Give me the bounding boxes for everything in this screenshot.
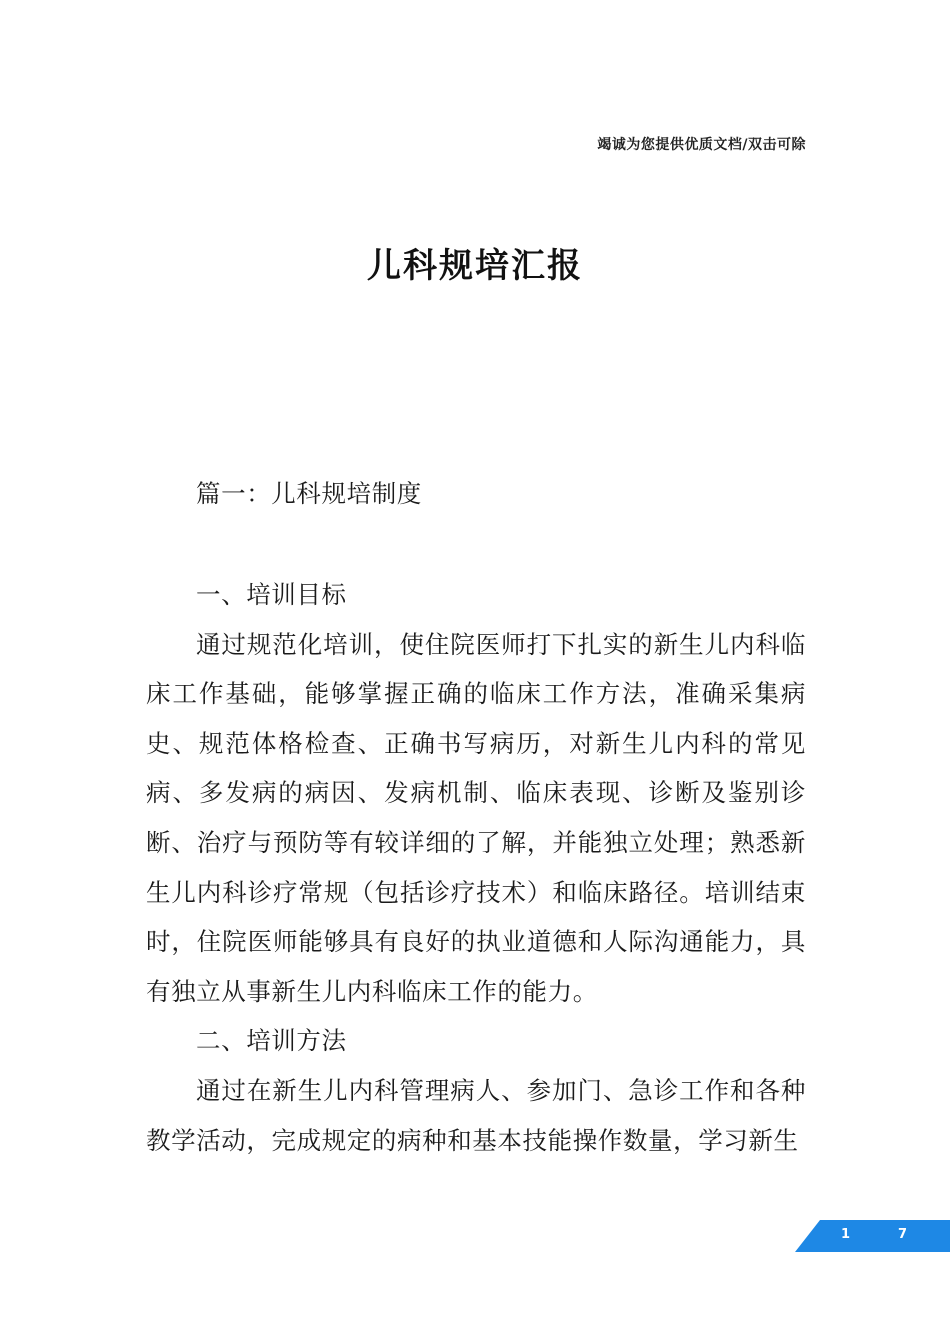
page-total: 7 [898, 1227, 908, 1242]
header-note: 竭诚为您提供优质文档/双击可除 [597, 137, 806, 153]
heading-training-method: 二、培训方法 [196, 1026, 347, 1056]
document-title: 儿科规培汇报 [367, 246, 583, 286]
document-body [146, 570, 806, 1165]
paragraph-training-method: 通过在新生儿内科管理病人、参加门、急诊工作和各种教学活动，完成规定的病种和基本技能操作数量，学习新生 [146, 1075, 806, 1155]
page-number: 1 [841, 1227, 851, 1242]
heading-training-goal: 一、培训目标 [196, 580, 347, 609]
page-indicator-tab [795, 1220, 950, 1252]
paragraph-training-goal: 通过规范化培训，使住院医师打下扎实的新生儿内科临床工作基础，能够掌握正确的临床工作方法，准确采集病史、规范体格检查、正确书写病历，对新生儿内科的常见病、多发病的病因、发病机制、临床表现、诊断及鉴别诊断、治疗与预防等有较详细的了解，并能独立处理；熟悉新生儿内科诊疗常规（包括诊疗技术）和临床路径。培训结束时，住院医师能够具有良好的执业道德和人际沟通能力，具有独立从事新生儿内科临床工作的能力。 [146, 629, 806, 1006]
section-title: 篇一：儿科规培制度 [196, 479, 422, 508]
